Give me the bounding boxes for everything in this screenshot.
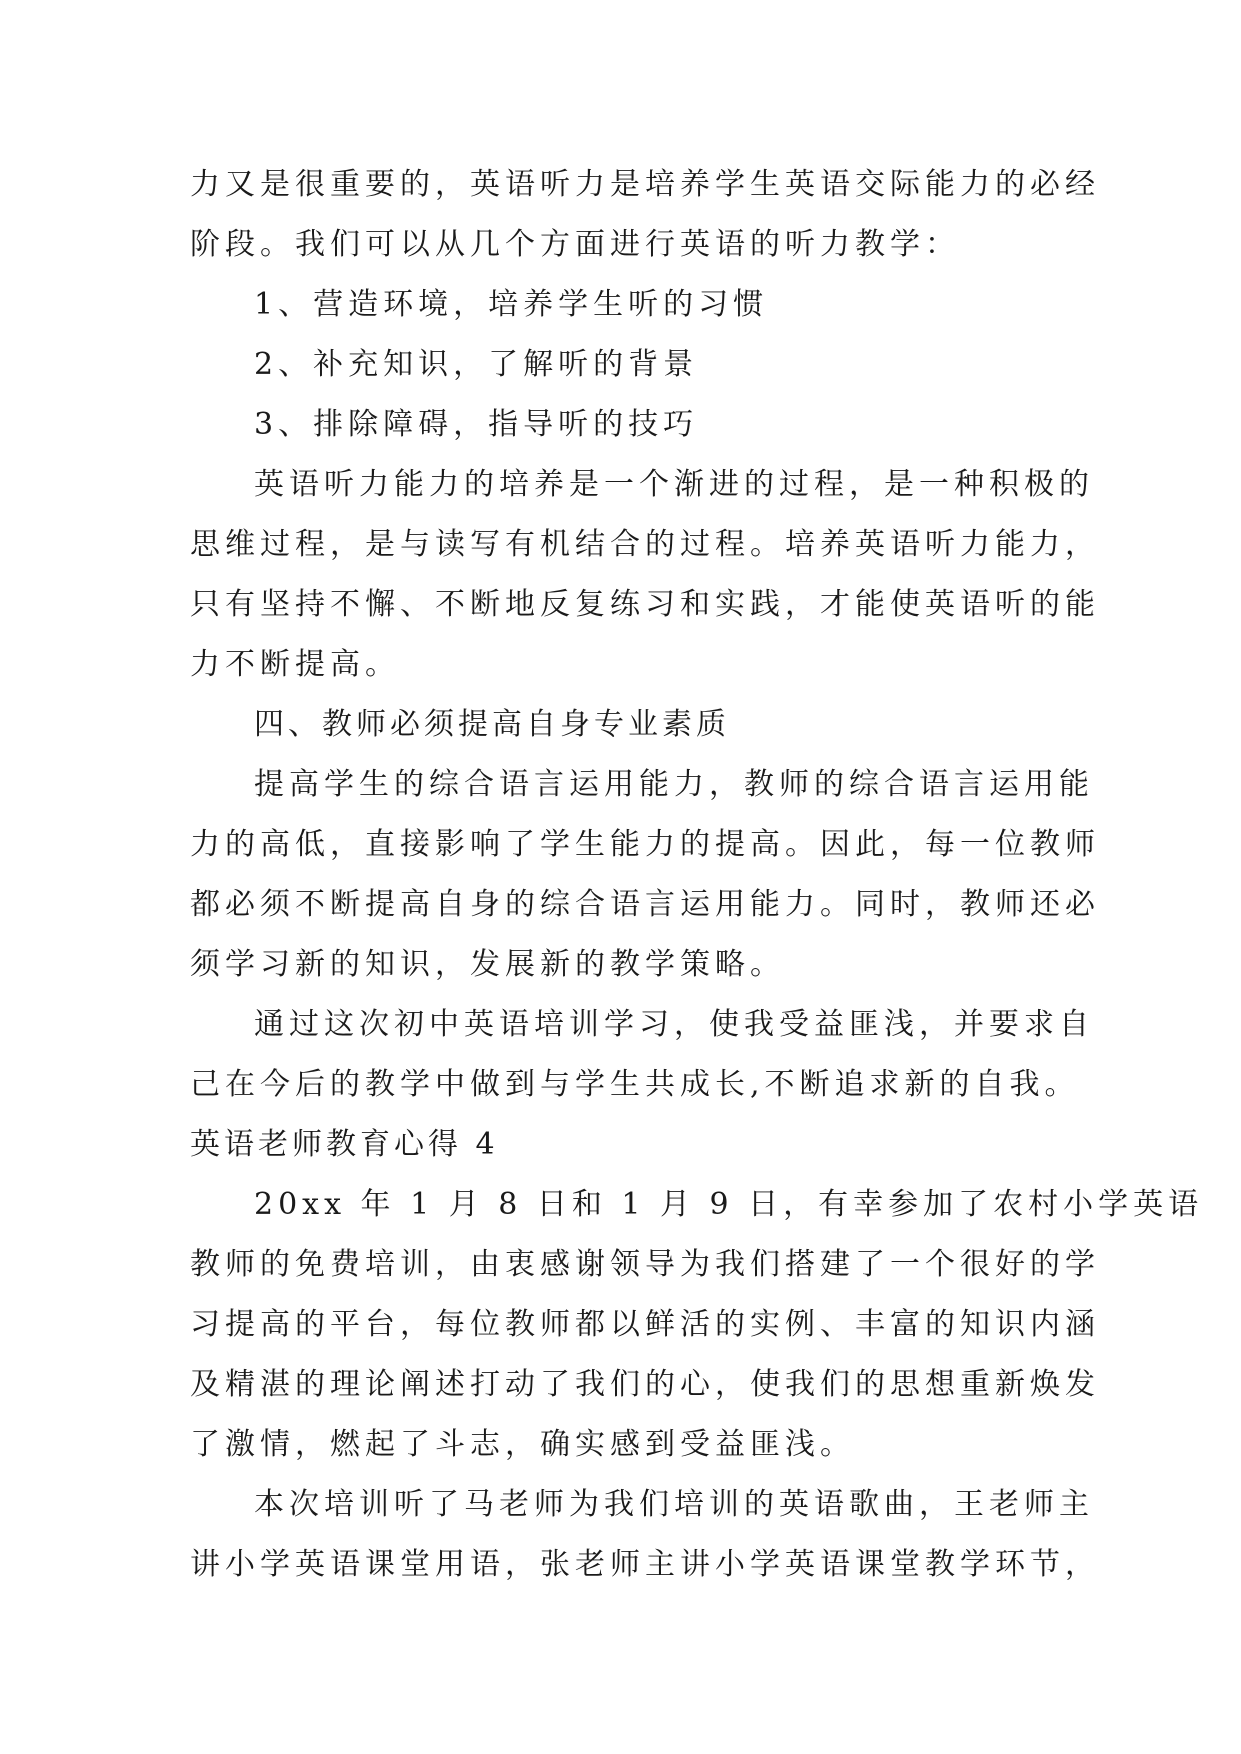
- paragraph-line: 都必须不断提高自身的综合语言运用能力。同时，教师还必: [190, 887, 1100, 922]
- section-heading: 四、教师必须提高自身专业素质: [254, 707, 730, 742]
- list-item: 2、补充知识，了解听的背景: [254, 347, 699, 382]
- paragraph-line: 力不断提高。: [190, 647, 400, 682]
- paragraph-line: 须学习新的知识，发展新的教学策略。: [190, 947, 785, 982]
- paragraph-line: 教师的免费培训，由衷感谢领导为我们搭建了一个很好的学: [190, 1247, 1100, 1282]
- article-title: 英语老师教育心得 4: [190, 1127, 499, 1162]
- paragraph-line: 力的高低，直接影响了学生能力的提高。因此，每一位教师: [190, 827, 1100, 862]
- paragraph-line: 思维过程，是与读写有机结合的过程。培养英语听力能力，: [190, 527, 1100, 562]
- list-item: 1、营造环境，培养学生听的习惯: [254, 287, 769, 322]
- paragraph-line: 20xx 年 1 月 8 日和 1 月 9 日，有幸参加了农村小学英语: [254, 1187, 1204, 1222]
- paragraph-line: 阶段。我们可以从几个方面进行英语的听力教学：: [190, 227, 960, 262]
- paragraph-line: 习提高的平台，每位教师都以鲜活的实例、丰富的知识内涵: [190, 1307, 1100, 1342]
- paragraph-line: 己在今后的教学中做到与学生共成长,不断追求新的自我。: [190, 1067, 1080, 1102]
- paragraph-line: 了激情，燃起了斗志，确实感到受益匪浅。: [190, 1427, 855, 1462]
- paragraph-line: 本次培训听了马老师为我们培训的英语歌曲，王老师主: [254, 1487, 1094, 1522]
- document-body: [190, 155, 1204, 1595]
- paragraph-line: 及精湛的理论阐述打动了我们的心，使我们的思想重新焕发: [190, 1367, 1100, 1402]
- paragraph-line: 只有坚持不懈、不断地反复练习和实践，才能使英语听的能: [190, 587, 1100, 622]
- paragraph-line: 讲小学英语课堂用语，张老师主讲小学英语课堂教学环节，: [190, 1547, 1100, 1582]
- paragraph-line: 提高学生的综合语言运用能力，教师的综合语言运用能: [254, 767, 1094, 802]
- paragraph-line: 通过这次初中英语培训学习，使我受益匪浅，并要求自: [254, 1007, 1094, 1042]
- paragraph-line: 英语听力能力的培养是一个渐进的过程，是一种积极的: [254, 467, 1094, 502]
- list-item: 3、排除障碍，指导听的技巧: [254, 407, 699, 442]
- paragraph-line: 力又是很重要的，英语听力是培养学生英语交际能力的必经: [190, 167, 1100, 202]
